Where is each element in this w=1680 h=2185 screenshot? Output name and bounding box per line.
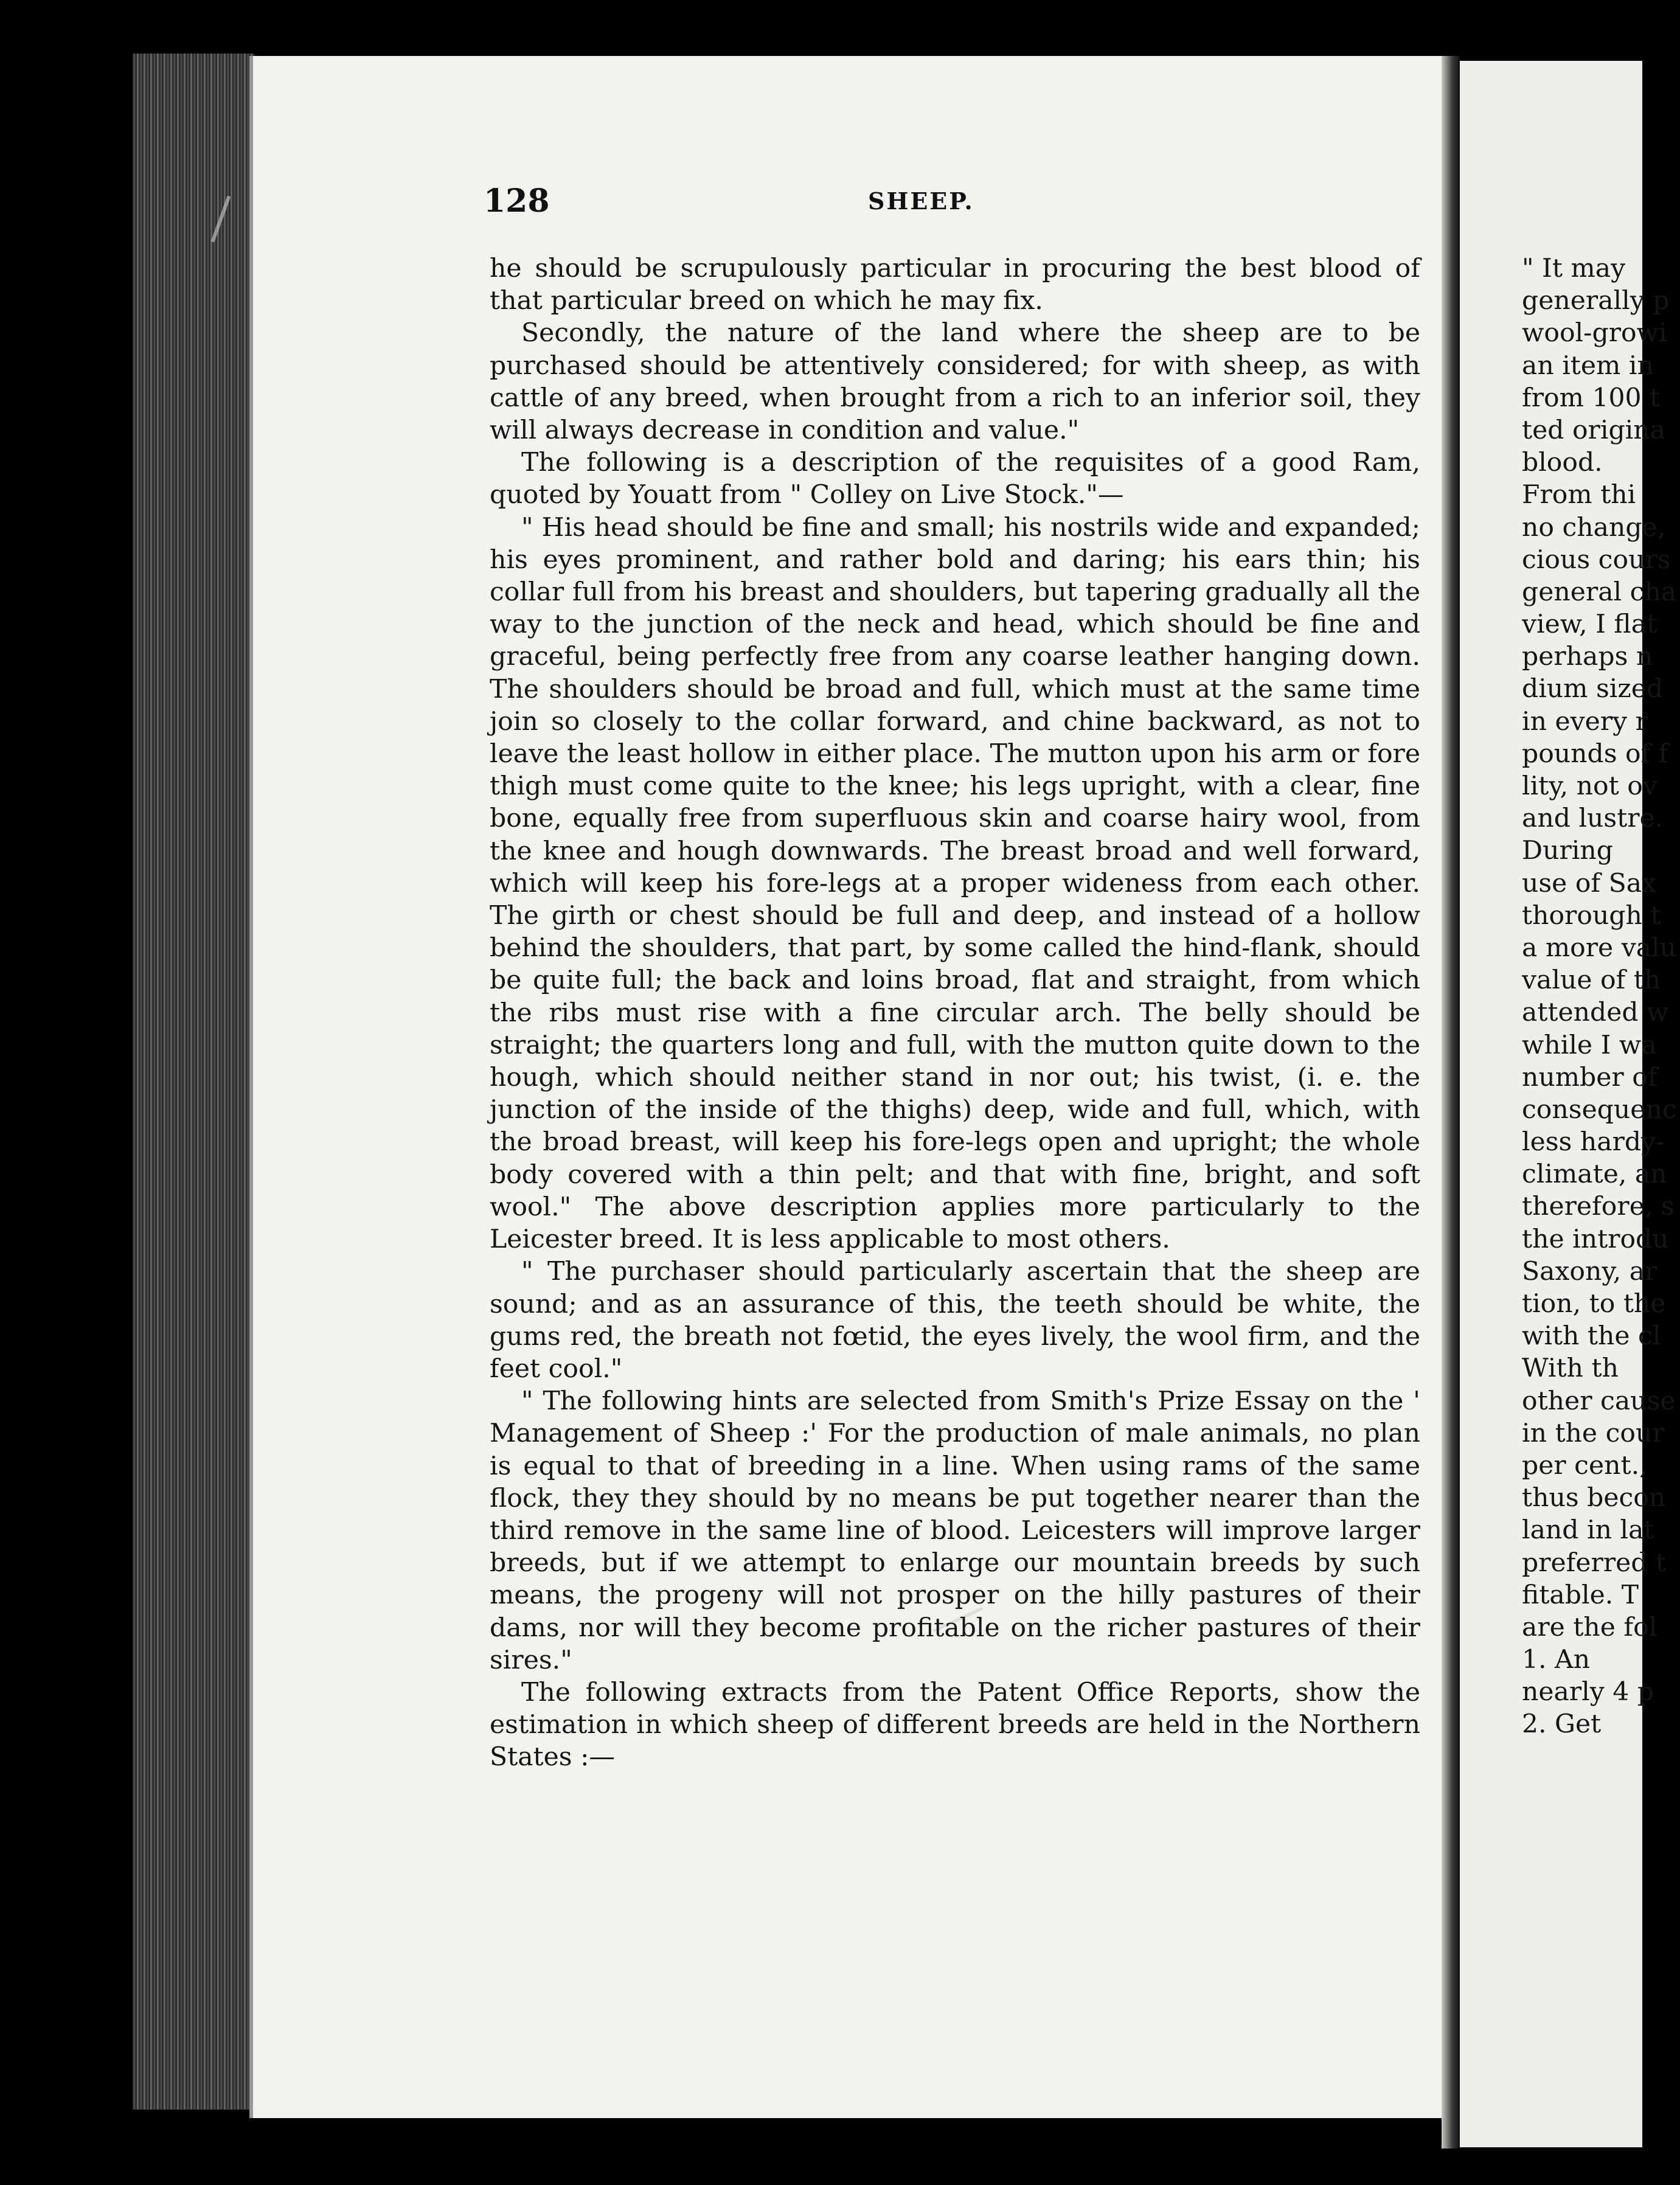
facing-line: attended w [1522, 998, 1669, 1028]
facing-line: preferred t [1522, 1548, 1667, 1578]
paragraph: " The purchaser should particularly ascertain that the sheep are sound; and as an assurance of this, the teeth should be white, the gums red, the breath not fœtid, the eyes lively, the wool firm, and the feet cool." [490, 1257, 1420, 1384]
facing-line: ted origina [1522, 415, 1665, 445]
facing-line: number of [1522, 1062, 1657, 1092]
body-text [490, 252, 1420, 1774]
facing-line: fitable. T [1522, 1580, 1639, 1610]
facing-line: nearly 4 p [1522, 1677, 1654, 1707]
facing-line: pounds of f [1522, 738, 1668, 769]
facing-line: value of th [1522, 965, 1661, 996]
facing-line: in the cour [1522, 1418, 1665, 1448]
facing-page-text [1522, 252, 1680, 1741]
facing-line: the introdu [1522, 1224, 1669, 1254]
facing-line: thus becon [1522, 1483, 1666, 1513]
book-gutter [1442, 56, 1460, 2149]
paragraph: The following is a description of the requisites of a good Ram, quoted by Youatt from " Colley on Live Stock."— [490, 448, 1420, 510]
page-edge-stack [133, 54, 254, 2110]
paragraph: he should be scrupulously particular in procuring the best blood of that particular breed on which he may fix. [490, 254, 1420, 316]
facing-line: no change, [1522, 512, 1666, 543]
facing-line: in every r [1522, 706, 1648, 737]
facing-line: an item in [1522, 350, 1654, 381]
paragraph: " His head should be fine and small; his nostrils wide and expanded; his eyes prominent, and rather bold and daring; his ears thin; his collar full from his breast and shoulders, but tapering gradually all the way to the junction of the neck and head, which should be fine and graceful, being perfectly free from any coarse leather hanging down. The shoulders should be broad and full, which must at the same time join so closely to the collar forward, and chine backward, as not to leave the least hollow in either place. The mutton upon his arm or fore thigh must come quite to the knee; his legs upright, with a clear, fine bone, equally free from superfluous skin and coarse hairy wool, from the knee and hough downwards. The breast broad and well forward, which will keep his fore-legs at a proper wideness from each other. The girth or chest should be full and deep, and instead of a hollow behind the shoulders, that part, by some called the hind-flank, should be quite full; the back and loins broad, flat and straight, from which the ribs must rise with a fine circular arch. The belly should be straight; the quarters long and full, with the mutton quite down to the hough, which should neither stand in nor out; his twist, (i. e. the junction of the inside of the thighs) deep, wide and full, which, with the broad breast, will keep his fore-legs open and upright; the whole body covered with a thin pelt; and that with fine, bright, and soft wool." The above description applies more particularly to the Leicester breed. It is less applicable to most others. [490, 512, 1420, 1255]
facing-line: consequenc [1522, 1094, 1677, 1125]
facing-line: generally p [1522, 286, 1670, 316]
facing-line: During [1522, 836, 1613, 866]
facing-line: 2. Get [1522, 1709, 1602, 1740]
facing-line: a more valu [1522, 933, 1677, 963]
facing-line: dium sized [1522, 674, 1664, 704]
facing-line: use of Sax [1522, 868, 1657, 898]
paragraph: " The following hints are selected from Smith's Prize Essay on the ' Management of Sheep :' For the production of male animals, no plan is equal to that of breeding in a line. When using rams of the same flock, they they should by no means be put together nearer than the third remove in the same line of blood. Leicesters will improve larger breeds, but if we attempt to enlarge our mountain breeds by such means, the progeny will not prosper on the hilly pastures of their dams, nor will they become profitable on the richer pastures of their sires." [490, 1386, 1420, 1675]
facing-line: perhaps n [1522, 642, 1653, 672]
facing-line: From thi [1522, 480, 1636, 510]
page-number: 128 [484, 182, 550, 220]
facing-line: wool-growi [1522, 318, 1667, 349]
facing-line: blood. [1522, 448, 1603, 478]
facing-line: Saxony, ar [1522, 1256, 1657, 1287]
facing-line: general cha [1522, 577, 1677, 607]
facing-line: per cent., [1522, 1450, 1648, 1481]
facing-line: cious cours [1522, 544, 1671, 575]
facing-line: land in lat [1522, 1515, 1654, 1546]
paragraph: The following extracts from the Patent Office Reports, show the estimation in which sheep of different breeds are held in the Northern States :— [490, 1677, 1420, 1773]
facing-line: view, I flat [1522, 610, 1657, 640]
running-head: SHEEP. [868, 187, 974, 215]
facing-line: tion, to the [1522, 1289, 1666, 1319]
facing-line: other cause [1522, 1386, 1676, 1416]
facing-line: thorough t [1522, 900, 1661, 931]
facing-line: while I wa [1522, 1030, 1657, 1060]
page-header [484, 182, 1432, 231]
facing-line: from 100 t [1522, 383, 1661, 413]
facing-line: therefore, s [1522, 1192, 1675, 1222]
paragraph: Secondly, the nature of the land where the sheep are to be purchased should be attentively considered; for with sheep, as with cattle of any breed, when brought from a rich to an inferior soil, they will always decrease in condition and value." [490, 318, 1420, 446]
facing-line: " It may [1522, 254, 1626, 283]
facing-line: are the fol [1522, 1612, 1657, 1642]
facing-line: 1. An [1522, 1645, 1591, 1675]
facing-line: and lustre. [1522, 804, 1664, 834]
facing-line: climate, an [1522, 1159, 1667, 1190]
facing-line: less hardy- [1522, 1127, 1665, 1158]
facing-line: with the cl [1522, 1321, 1661, 1352]
facing-line: With th [1522, 1353, 1619, 1384]
facing-line: lity, not ov [1522, 771, 1657, 801]
